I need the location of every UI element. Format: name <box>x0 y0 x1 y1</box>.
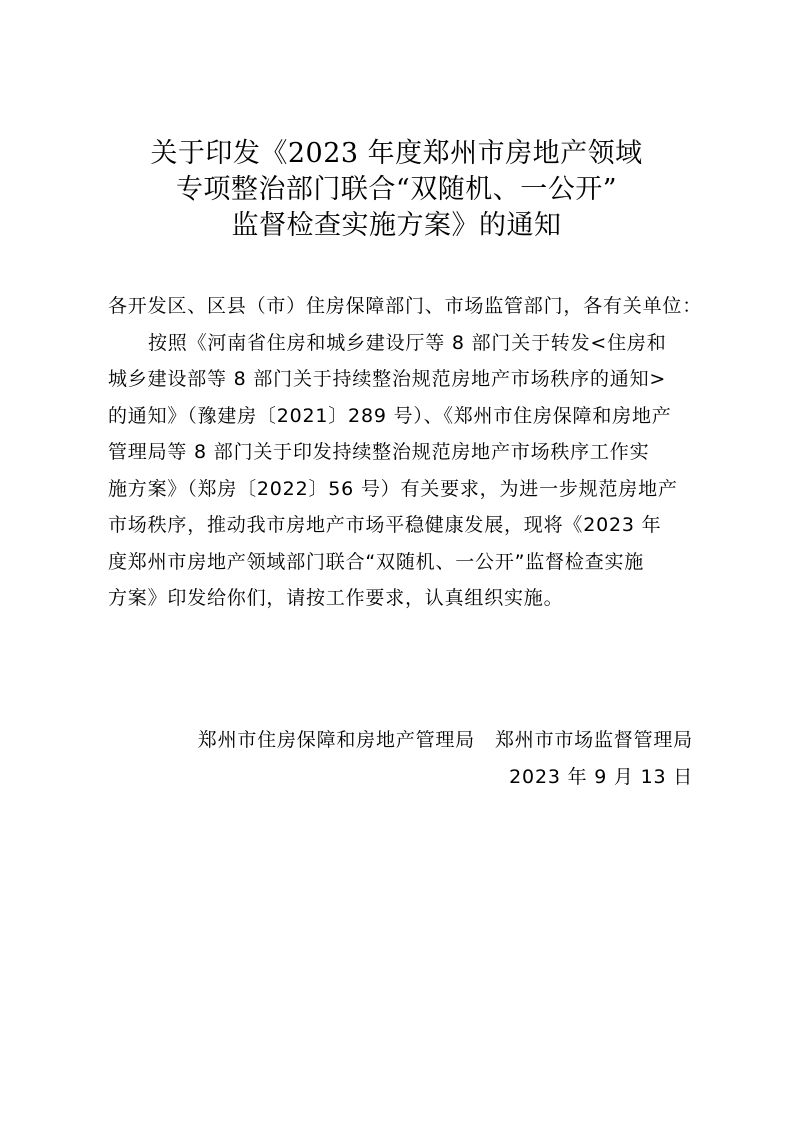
document-title <box>60 136 733 244</box>
title-line-1: 关于印发《2023 年度郑州市房地产领域 <box>150 138 643 169</box>
body-line-7: 度郑州市房地产领域部门联合“双随机、一公开”监督检查实施 <box>108 550 645 573</box>
issuer-housing-bureau: 郑州市住房保障和房地产管理局 <box>197 729 475 751</box>
issue-date: 2023 年 9 月 13 日 <box>509 765 693 788</box>
title-line-3: 监督检查实施方案》的通知 <box>231 210 562 241</box>
salutation: 各开发区、区县（市）住房保障部门、市场监管部门，各有关单位： <box>108 295 703 317</box>
signature-block <box>198 722 693 795</box>
issuers-line <box>198 722 693 759</box>
body-line-2: 城乡建设部等 8 部门关于持续整治规范房地产市场秩序的通知> <box>108 368 667 390</box>
issuer-market-regulation-bureau: 郑州市市场监督管理局 <box>494 729 693 751</box>
body-line-3: 的通知》（豫建房〔2021〕289 号）、《郑州市住房保障和房地产 <box>108 404 672 427</box>
body-line-8: 方案》印发给你们，请按工作要求，认真组织实施。 <box>108 587 564 609</box>
document-body <box>108 288 703 617</box>
body-line-4: 管理局等 8 部门关于印发持续整治规范房地产市场秩序工作实 <box>108 441 650 463</box>
body-line-5: 施方案》（郑房〔2022〕56 号）有关要求，为进一步规范房地产 <box>108 477 678 500</box>
body-line-6: 市场秩序，推动我市房地产市场平稳健康发展，现将《2023 年 <box>108 514 662 536</box>
body-line-1: 按照《河南省住房和城乡建设厅等 8 部门关于转发<住房和 <box>148 331 667 354</box>
title-line-2: 专项整治部门联合“双随机、一公开” <box>175 174 618 205</box>
